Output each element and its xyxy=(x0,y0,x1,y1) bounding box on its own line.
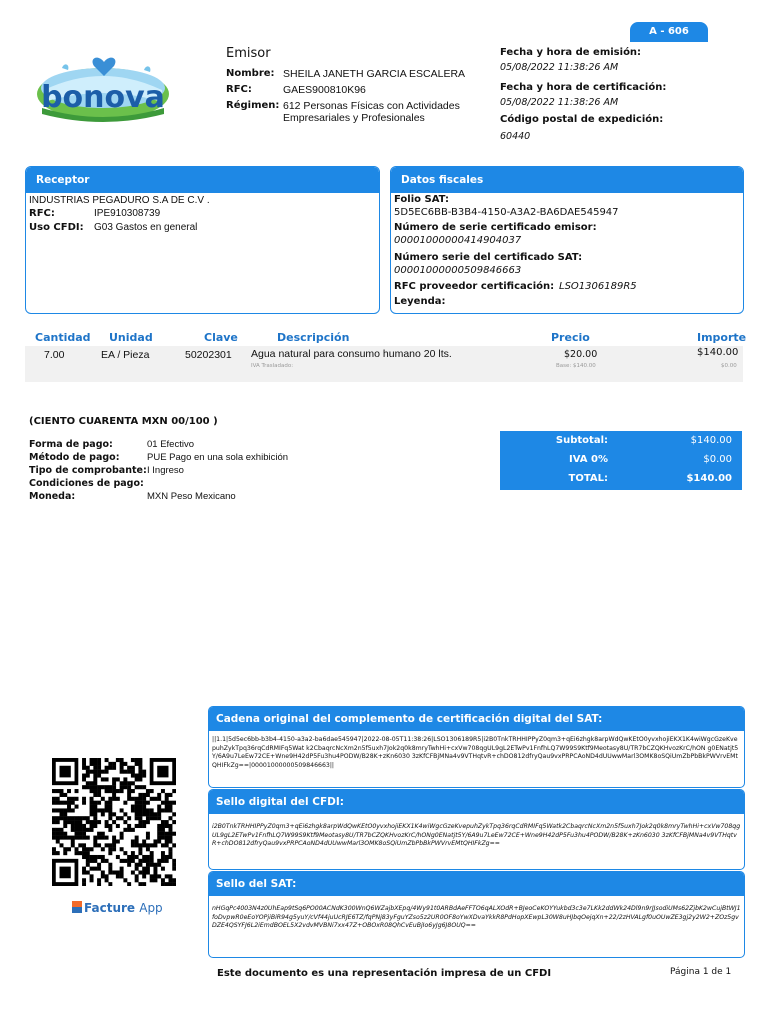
row-iva-trasladado: IVA Trasladado: xyxy=(251,363,294,369)
facture-brand-text: Facture xyxy=(84,901,136,915)
amount-in-words: (CIENTO CUARENTA MXN 00/100 ) xyxy=(29,416,218,427)
rfc-proveedor-value: LSO1306189R5 xyxy=(559,281,637,292)
emisor-regimen-value-1: 612 Personas Físicas con Actividades xyxy=(283,100,460,112)
fecha-certificacion-label: Fecha y hora de certificación: xyxy=(500,82,667,93)
col-importe-header: Importe xyxy=(697,331,747,344)
serie-emisor-value: 00001000000414904037 xyxy=(394,235,522,246)
codigo-postal-label: Código postal de expedición: xyxy=(500,114,664,125)
leyenda-label: Leyenda: xyxy=(394,296,446,307)
facture-app-text: App xyxy=(139,901,163,915)
folio-sat-value: 5D5EC6BB-B3B4-4150-A3A2-BA6DAE545947 xyxy=(394,207,619,218)
serie-emisor-label: Número de serie certificado emisor: xyxy=(394,222,597,233)
sello-sat-text: nHGqPc4003N4z0UhEap9tSq6PO00ACNdK300WnQ6WZajbXEpq/4Wy91t0ARBdAeFFTO6qALXOdR+BJeoCeKOYYukbd3c3e7LKk2ddWk24Dl9n9rJJsodiUMs62ZjbK2wCujBtWJ1foDvpwR0eEoYOPjiBiR94g5yuY/cVf44juUcRJE6TZ/fqPNj83yFguYZso5z2UR0OF8oYwXDvaYkkR8PdHopXEwpL30W8uHJbqOejqXn+22/2zHVALgf0uOUwZE3gj2y2W2+ZOz5gvDZE4QSYFJ6L2iEmdBOEL5X2vdvMVBNi7xx47Z+OBOxR08QhCvEuBjIo6yJg6J8OUQ== xyxy=(212,905,741,929)
invoice-folio-badge: A - 606 xyxy=(630,22,708,42)
tipo-comprobante-value: I Ingreso xyxy=(147,465,184,476)
receptor-razon-social: INDUSTRIAS PEGADURO S.A DE C.V . xyxy=(29,195,210,206)
row-base: Base: $140.00 xyxy=(556,363,596,369)
emisor-regimen-value-2: Empresariales y Profesionales xyxy=(283,112,425,124)
emisor-nombre-value: SHEILA JANETH GARCIA ESCALERA xyxy=(283,68,466,80)
receptor-heading: Receptor xyxy=(26,167,379,193)
condiciones-pago-label: Condiciones de pago: xyxy=(29,478,144,489)
emisor-heading: Emisor xyxy=(226,46,271,61)
codigo-postal-value: 60440 xyxy=(500,131,531,142)
row-unidad: EA / Pieza xyxy=(101,349,150,361)
sello-sat-heading: Sello del SAT: xyxy=(209,872,744,896)
sello-sat-box xyxy=(208,871,745,958)
rfc-proveedor-label: RFC proveedor certificación: xyxy=(394,281,555,292)
subtotal-value: $140.00 xyxy=(690,435,732,446)
receptor-uso-label: Uso CFDI: xyxy=(29,222,84,233)
row-precio: $20.00 xyxy=(564,349,598,360)
row-importe: $140.00 xyxy=(697,347,739,358)
cadena-original-text: ||1.1|5d5ec6bb-b3b4-4150-a3a2-ba6dae545947|2022-08-05T11:38:26|LSO1306189R5|i2B0TnkTRHHIPPyZ0qm3+qEi6zhgk8arpWdQwKEtO0yvxhojiEKX1K4wiWgcGzeKvepuhZykTpq36rqCdRMIFq5Wat k2CbaqrcNcXm2n5f5uxh7Jok2q0k8mryTwhHi+cxVw708qgUL9gL2ETwPv1FnfhLQ7W99S9Ktf9Meotasy8U/TR7bCZQKHvozKrC/hON g0ENatjt5Y/6A9u7LeEw72CE+Wne9H42dP5Fu3hu4PODW/B28K+zKn6030 3zKfCFBjMNa4v9VTHqtvR+chDO812dfryQau9vxPRPCAoND4dUUwwMarl3OMK8oSQiUmZbPbBkPWVrvEMtQHIFkZg==|00001000000509846663|| xyxy=(212,736,739,769)
total-label: TOTAL: xyxy=(568,473,608,484)
sello-cfdi-heading: Sello digital del CFDI: xyxy=(209,790,744,814)
fecha-certificacion-value: 05/08/2022 11:38:26 AM xyxy=(500,97,619,108)
receptor-uso-value: G03 Gastos en general xyxy=(94,222,198,233)
sello-cfdi-text: i2B0TnkTRHHIPPyZ0qm3+qEi6zhgk8arpWdQwKEtO0yvxhojiEKX1K4wiWgcGzeKvepuhZykTpq36rqCdRMIFq5Watk2CbaqrcNcXm2n5f5uxh7Jok2q0k8mryTwhHi+cxVw708qgUL9gL2ETwPv1FnfhLQ7W99S9Ktf9Meotasy8U/TR7bCZQKHvozKrC/hONg0ENatjt5Y/6A9u7LeEw72CE+Wne9H42dP5Fu3hu4PODW/B28K+zKn6030 3zKfCFBjMNa4v9VTHqtvR+chDO812dfryQau9vxPRPCAoND4dUUwwMarl3OMK8oSQiUmZbPbBkPWVrvEMtQHIFkZg== xyxy=(212,823,741,847)
receptor-rfc-value: IPE910308739 xyxy=(94,208,161,219)
col-precio-header: Precio xyxy=(551,331,590,344)
cadena-original-box xyxy=(208,706,745,788)
datos-fiscales-box xyxy=(390,166,744,314)
bonova-logo xyxy=(34,52,172,126)
facture-app-logo xyxy=(72,901,163,915)
receptor-rfc-label: RFC: xyxy=(29,208,55,219)
fecha-emision-value: 05/08/2022 11:38:26 AM xyxy=(500,62,619,73)
emisor-regimen-label: Régimen: xyxy=(226,100,280,111)
svg-text:bonova: bonova xyxy=(41,80,165,115)
facture-logo-icon xyxy=(72,901,82,913)
serie-sat-label: Número serie del certificado SAT: xyxy=(394,252,583,263)
page-number: Página 1 de 1 xyxy=(670,967,732,977)
iva-label: IVA 0% xyxy=(569,454,608,465)
metodo-pago-label: Método de pago: xyxy=(29,452,120,463)
sello-cfdi-box xyxy=(208,789,745,870)
metodo-pago-value: PUE Pago en una sola exhibición xyxy=(147,452,289,463)
cadena-original-heading: Cadena original del complemento de certificación digital del SAT: xyxy=(209,707,744,731)
moneda-label: Moneda: xyxy=(29,491,76,502)
col-descripcion-header: Descripción xyxy=(277,331,350,344)
total-value: $140.00 xyxy=(686,473,732,484)
emisor-rfc-label: RFC: xyxy=(226,84,252,95)
col-unidad-header: Unidad xyxy=(109,331,153,344)
row-cantidad: 7.00 xyxy=(44,349,65,361)
col-clave-header: Clave xyxy=(204,331,238,344)
serie-sat-value: 00001000000509846663 xyxy=(394,265,522,276)
tipo-comprobante-label: Tipo de comprobante: xyxy=(29,465,147,476)
subtotal-label: Subtotal: xyxy=(555,435,608,446)
row-importe-iva: $0.00 xyxy=(721,363,737,369)
emisor-nombre-label: Nombre: xyxy=(226,68,275,79)
fecha-emision-label: Fecha y hora de emisión: xyxy=(500,47,642,58)
forma-pago-value: 01 Efectivo xyxy=(147,439,194,450)
col-cantidad-header: Cantidad xyxy=(35,331,91,344)
emisor-rfc-value: GAES900810K96 xyxy=(283,84,366,96)
iva-value: $0.00 xyxy=(703,454,732,465)
footer-disclaimer: Este documento es una representación impresa de un CFDI xyxy=(217,968,552,979)
forma-pago-label: Forma de pago: xyxy=(29,439,113,450)
row-clave: 50202301 xyxy=(185,349,232,361)
moneda-value: MXN Peso Mexicano xyxy=(147,491,236,502)
row-descripcion: Agua natural para consumo humano 20 lts. xyxy=(251,348,452,360)
qr-code xyxy=(52,758,176,886)
datos-fiscales-heading: Datos fiscales xyxy=(391,167,743,193)
receptor-box xyxy=(25,166,380,314)
folio-sat-label: Folio SAT: xyxy=(394,194,449,205)
totals-box xyxy=(500,431,742,490)
